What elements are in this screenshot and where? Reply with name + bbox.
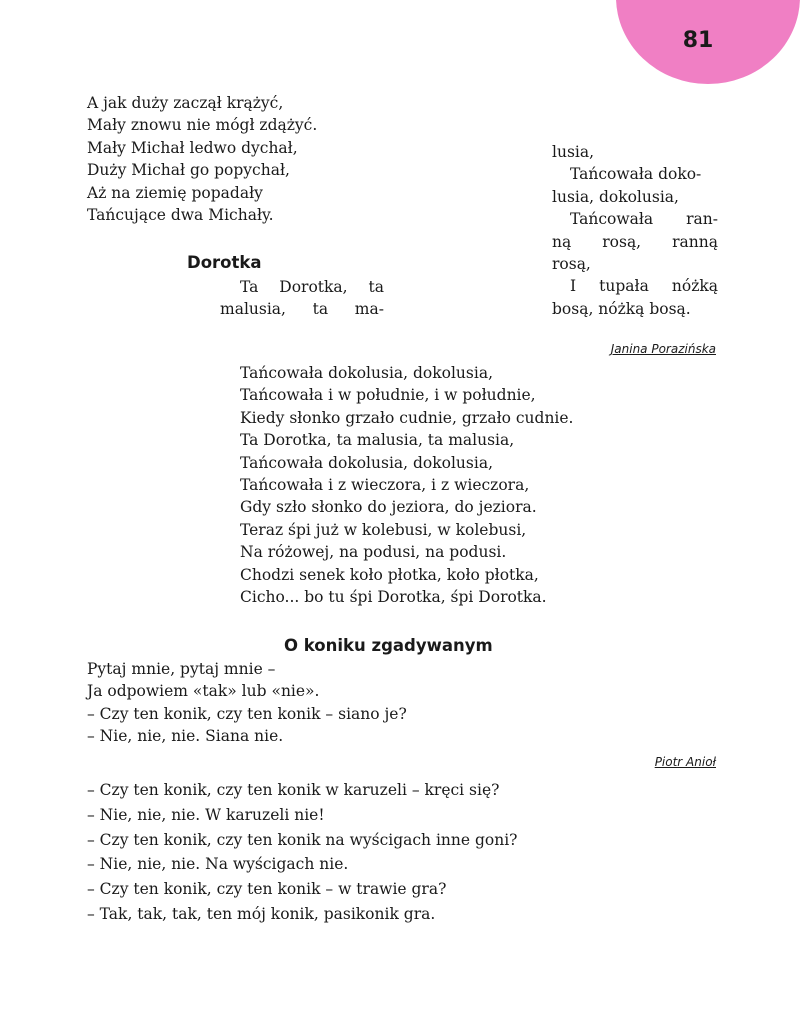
poem-line: A jak duży zaczął krążyć, xyxy=(87,94,284,112)
poem-line: Tańcowała i w południe, i w południe, xyxy=(240,386,536,405)
dorotka-right-line xyxy=(552,208,718,230)
dialogue-line: – Czy ten konik, czy ten konik w karuzeli – kręci się? xyxy=(87,781,500,799)
dorotka-right-line: lusia, dokolusia, xyxy=(552,187,679,206)
poem-line: Tańcujące dwa Michały. xyxy=(87,206,274,225)
dorotka-right-line xyxy=(552,275,718,297)
dorotka-right-column xyxy=(552,141,718,320)
dorotka-left-column xyxy=(220,276,384,321)
poem-line: Pytaj mnie, pytaj mnie – xyxy=(87,660,276,678)
word: Tańcowała xyxy=(570,210,654,229)
dialogue-line: – Nie, nie, nie. W karuzeli nie! xyxy=(87,805,325,824)
poem-line: Aż na ziemię popadały xyxy=(87,183,263,202)
poem-line: Mały znowu nie mógł zdążyć. xyxy=(87,116,318,135)
word: nóżką xyxy=(671,277,718,296)
poem-line: Duży Michał go popychał, xyxy=(87,161,290,180)
word: malusia, xyxy=(220,300,286,319)
poem-line: Tańcowała i z wieczora, i z wieczora, xyxy=(240,476,530,495)
word: Dorotka, xyxy=(279,278,348,296)
dialogue-line: – Czy ten konik, czy ten konik – w trawie gra? xyxy=(87,880,447,899)
poem-line: Tańcowała dokolusia, dokolusia, xyxy=(240,453,493,472)
poem-line: Chodzi senek koło płotka, koło płotka, xyxy=(240,565,539,584)
dorotka-left-line xyxy=(220,276,384,298)
dorotka-left-line xyxy=(220,298,384,320)
word: ta xyxy=(312,300,329,319)
word: Ta xyxy=(240,278,259,296)
page-number: 81 xyxy=(682,28,714,53)
koniku-author: Piotr Anioł xyxy=(654,755,716,769)
poem-line: Cicho... bo tu śpi Dorotka, śpi Dorotka. xyxy=(240,588,547,607)
poem-line: Tańcowała dokolusia, dokolusia, xyxy=(240,364,493,382)
poem-line: – Nie, nie, nie. Siana nie. xyxy=(87,727,284,746)
poem-line: – Czy ten konik, czy ten konik – siano je? xyxy=(87,704,407,723)
poem-line: Ja odpowiem «tak» lub «nie». xyxy=(87,682,320,701)
dialogue-line: – Tak, tak, tak, ten mój konik, pasikonik gra. xyxy=(87,904,436,923)
word: tupała xyxy=(599,277,649,296)
poem-line: Kiedy słonko grzało cudnie, grzało cudnie. xyxy=(240,408,574,427)
word: ną xyxy=(552,232,572,251)
poem1-ending xyxy=(87,92,317,226)
dorotka-right-line: bosą, nóżką bosą. xyxy=(552,299,691,318)
koniku-title: O koniku zgadywanym xyxy=(284,636,493,655)
dorotka-author: Janina Porazińska xyxy=(610,342,716,356)
dorotka-right-line: lusia, xyxy=(552,143,595,161)
word: ta xyxy=(368,278,384,296)
koniku-dialogue xyxy=(87,778,517,927)
poem-line: Gdy szło słonko do jeziora, do jeziora. xyxy=(240,498,537,517)
word: ran- xyxy=(686,210,718,229)
koniku-intro xyxy=(87,658,407,748)
poem-line: Mały Michał ledwo dychał, xyxy=(87,138,298,157)
poem-line: Na różowej, na podusi, na podusi. xyxy=(240,543,507,562)
word: rosą, xyxy=(602,232,642,251)
dorotka-right-line: Tańcowała doko- xyxy=(570,165,702,184)
dorotka-right-line xyxy=(552,231,718,253)
dorotka-right-line: rosą, xyxy=(552,255,591,274)
poem-line: Ta Dorotka, ta malusia, ta malusia, xyxy=(240,431,515,450)
dialogue-line: – Czy ten konik, czy ten konik na wyścigach inne goni? xyxy=(87,830,518,849)
dorotka-title: Dorotka xyxy=(187,253,262,272)
dorotka-stanza xyxy=(240,362,574,608)
word: ma- xyxy=(354,300,384,319)
poem-line: Teraz śpi już w kolebusi, w kolebusi, xyxy=(240,520,527,539)
dialogue-line: – Nie, nie, nie. Na wyścigach nie. xyxy=(87,855,349,874)
word: ranną xyxy=(672,232,718,251)
word: I xyxy=(570,277,577,296)
